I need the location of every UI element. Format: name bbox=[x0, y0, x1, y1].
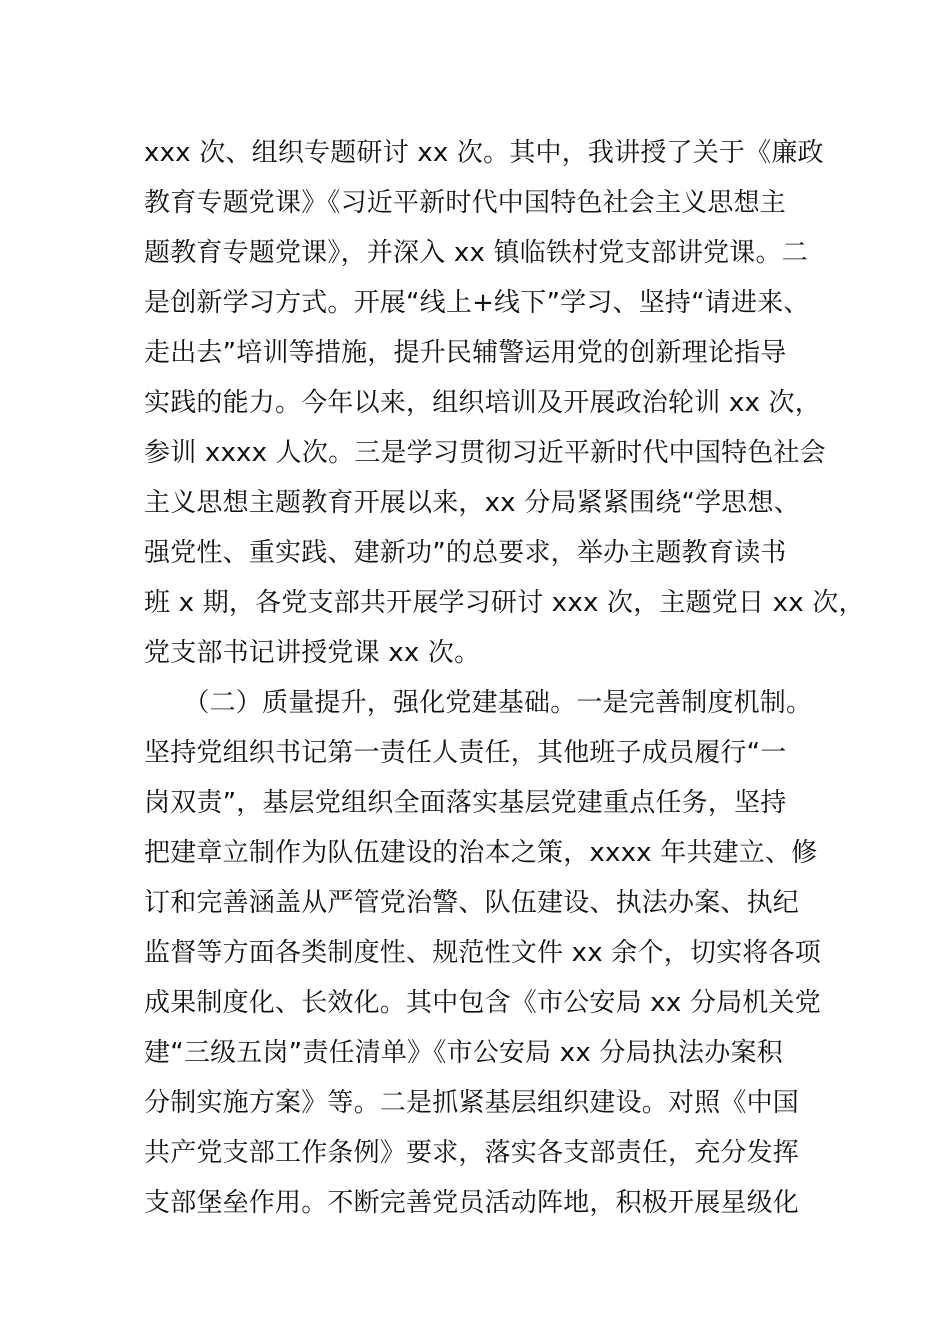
text-line: 成果制度化、长效化。其中包含《市公安局 xx 分局机关党 bbox=[144, 988, 821, 1018]
text-line: 监督等方面各类制度性、规范性文件 xx 余个，切实将各项 bbox=[144, 938, 821, 968]
text-line: 支部堡垒作用。不断完善党员活动阵地，积极开展星级化 bbox=[144, 1188, 800, 1218]
text-line: 建“三级五岗”责任清单》《市公安局 xx 分局执法办案积 bbox=[144, 1038, 783, 1068]
text-line: 走出去”培训等措施，提升民辅警运用党的创新理论指导 bbox=[144, 338, 787, 368]
text-line: 实践的能力。今年以来，组织培训及开展政治轮训 xx 次， bbox=[144, 388, 821, 418]
text-line: 党支部书记讲授党课 xx 次。 bbox=[144, 638, 481, 668]
text-line: 教育专题党课》《习近平新时代中国特色社会主义思想主 bbox=[144, 188, 787, 218]
text-line: 强党性、重实践、建新功”的总要求，举办主题教育读书 bbox=[144, 538, 787, 568]
text-line: 把建章立制作为队伍建设的治本之策，xxxx 年共建立、修 bbox=[144, 838, 818, 868]
text-line: 订和完善涵盖从严管党治警、队伍建设、执法办案、执纪 bbox=[144, 888, 800, 918]
text-line: xxx 次、组织专题研讨 xx 次。其中，我讲授了关于《廉政 bbox=[144, 138, 824, 168]
text-line: （二）质量提升，强化党建基础。一是完善制度机制。 bbox=[144, 688, 813, 718]
text-line: 岗双责”，基层党组织全面落实基层党建重点任务，坚持 bbox=[144, 788, 787, 818]
text-line: 是创新学习方式。开展“线上+线下”学习、坚持“请进来、 bbox=[144, 288, 810, 318]
text-line: 题教育专题党课》，并深入 xx 镇临铁村党支部讲党课。二 bbox=[144, 238, 808, 268]
text-line: 参训 xxxx 人次。三是学习贯彻习近平新时代中国特色社会 bbox=[144, 438, 826, 468]
body-text bbox=[144, 128, 865, 1228]
text-line: 分制实施方案》等。二是抓紧基层组织建设。对照《中国 bbox=[144, 1088, 800, 1118]
text-line: 共产党支部工作条例》要求，落实各支部责任，充分发挥 bbox=[144, 1138, 800, 1168]
text-line: 坚持党组织书记第一责任人责任，其他班子成员履行“一 bbox=[144, 738, 787, 768]
text-line: 班 x 期，各党支部共开展学习研讨 xxx 次，主题党日 xx 次， bbox=[144, 588, 865, 618]
text-line: 主义思想主题教育开展以来，xx 分局紧紧围绕“学思想、 bbox=[144, 488, 800, 518]
